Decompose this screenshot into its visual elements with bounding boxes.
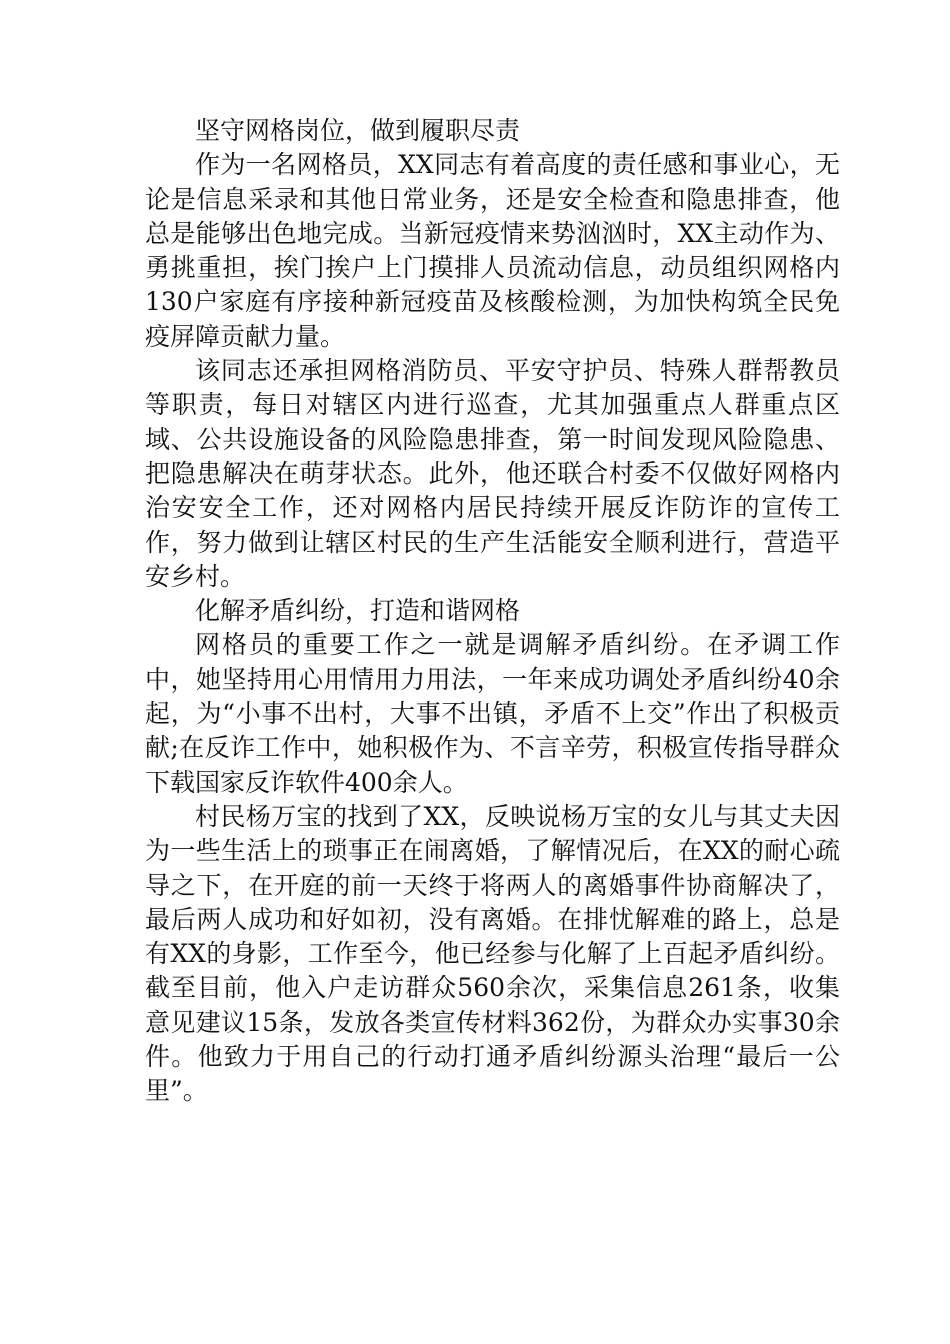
paragraph: 作为一名网格员，XX同志有着高度的责任感和事业心，无论是信息采录和其他日常业务，还是安全检查和隐患排查，他总是能够出色地完成。当新冠疫情来势汹汹时，XX主动作为、勇挑重担，挨门挨户上门摸排人员流动信息，动员组织网格内130户家庭有序接种新冠疫苗及核酸检测，为加快构筑全民免疫屏障贡献力量。 [145,150,840,351]
section-heading: 坚守网格岗位，做到履职尽责 [195,116,521,145]
section-heading: 化解矛盾纠纷，打造和谐网格 [195,596,521,626]
paragraph: 村民杨万宝的找到了XX，反映说杨万宝的女儿与其丈夫因为一些生活上的琐事正在闹离婚，了解情况后，在XX的耐心疏导之下，在开庭的前一天终于将两人的离婚事件协商解决了，最后两人成功和好如初，没有离婚。在排忧解难的路上，总是有XX的身影，工作至今，他已经参与化解了上百起矛盾纠纷。截至目前，他入户走访群众560余次，采集信息261条，收集意见建议15条，发放各类宣传材料362份，为群众办实事30余件。他致力于用自己的行动打通矛盾纠纷源头治理“最后一公里”。 [145,801,840,1106]
document-body [145,114,840,1109]
paragraph: 该同志还承担网格消防员、平安守护员、特殊人群帮教员等职责，每日对辖区内进行巡查，尤其加强重点人群重点区域、公共设施设备的风险隐患排查，第一时间发现风险隐患、把隐患解决在萌芽状态。此外，他还联合村委不仅做好网格内治安安全工作，还对网格内居民持续开展反诈防诈的宣传工作，努力做到让辖区村民的生产生活能安全顺利进行，营造平安乡村。 [145,356,840,591]
paragraph: 网格员的重要工作之一就是调解矛盾纠纷。在矛调工作中，她坚持用心用情用力用法，一年来成功调处矛盾纠纷40余起，为“小事不出村，大事不出镇，矛盾不上交”作出了积极贡献;在反诈工作中，她积极作为、不言辛劳，积极宣传指导群众下载国家反诈软件400余人。 [145,630,840,797]
